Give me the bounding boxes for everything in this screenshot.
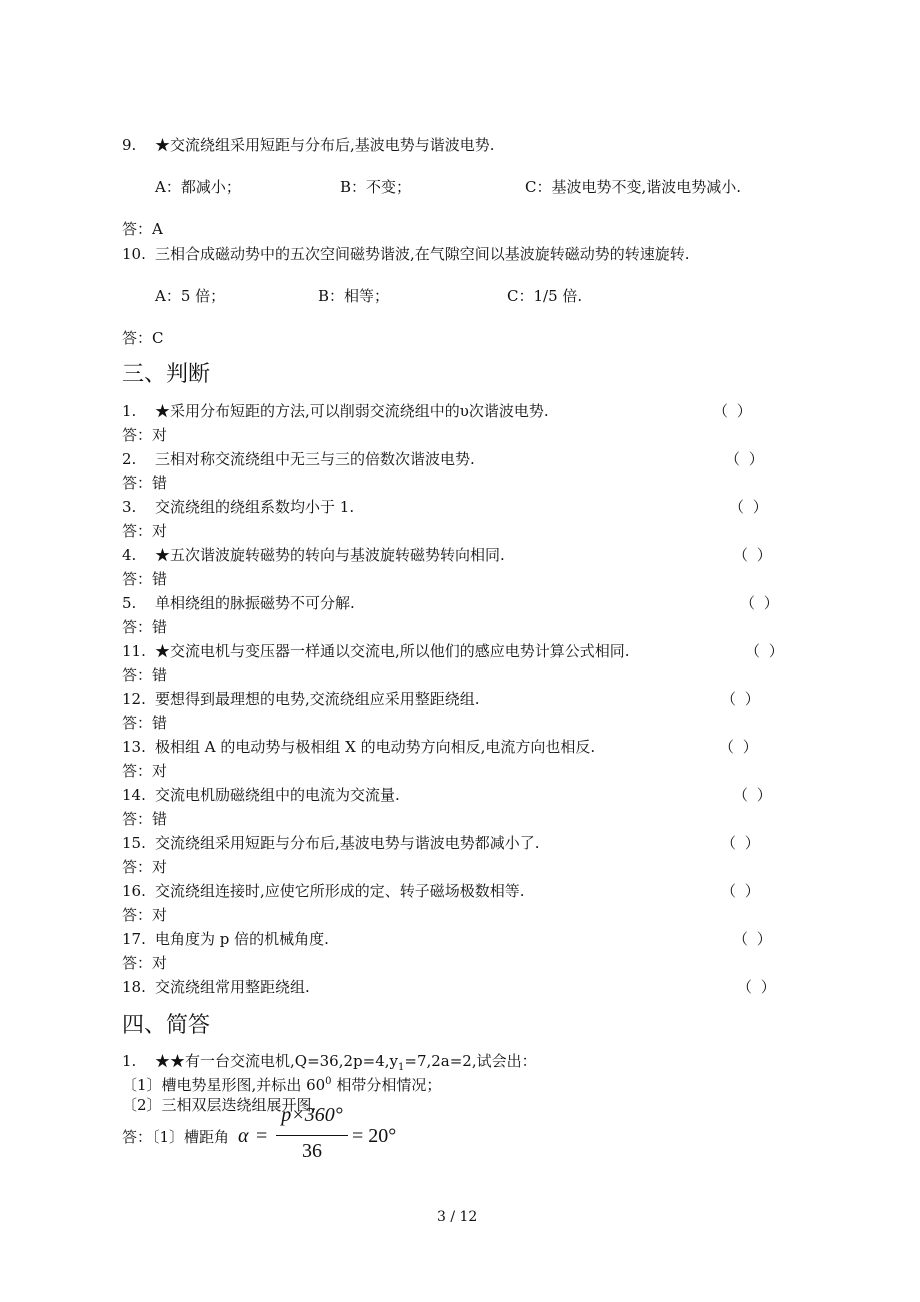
- item-text: 交流绕组连接时,应使它所形成的定、转子磁场极数相等.: [155, 882, 525, 900]
- answer-bracket: （ ）: [745, 642, 786, 660]
- item-text: 交流绕组采用短距与分布后,基波电势与谐波电势都减小了.: [155, 834, 540, 852]
- equals-sign: =: [256, 1125, 268, 1147]
- item-text: 交流绕组的绕组系数均小于 1.: [155, 498, 355, 516]
- option-c: C：基波电势不变,谐波电势减小.: [525, 178, 742, 196]
- item-answer: 答：错: [122, 714, 168, 732]
- answer: 答：A: [122, 220, 163, 238]
- answer-bracket: （ ）: [721, 690, 762, 708]
- item-answer: 答：对: [122, 522, 168, 540]
- answer-bracket: （ ）: [721, 834, 762, 852]
- item-number: 14.: [122, 786, 146, 804]
- option-b: B：不变；: [340, 178, 412, 196]
- answer: 答：C: [122, 329, 164, 347]
- item-answer: 答：错: [122, 666, 168, 684]
- option-a: A：都减小；: [155, 178, 241, 196]
- section-heading-judgment: 三、判断: [122, 362, 211, 387]
- option-c: C：1/5 倍.: [507, 287, 583, 305]
- item-answer: 答：对: [122, 762, 168, 780]
- item-text: 电角度为 p 倍的机械角度.: [155, 930, 329, 948]
- option-a: A：5 倍；: [155, 287, 226, 305]
- item-answer: 答：错: [122, 474, 168, 492]
- item-number: 4.: [122, 546, 137, 564]
- answer-bracket: （ ）: [725, 450, 766, 468]
- question-number: 1.: [122, 1052, 137, 1070]
- answer-prefix: 答：〔1〕槽距角: [122, 1128, 230, 1146]
- answer-bracket: （ ）: [721, 882, 762, 900]
- alpha-symbol: α: [238, 1125, 249, 1147]
- item-text: 单相绕组的脉振磁势不可分解.: [155, 594, 355, 612]
- fraction-numerator: [274, 1104, 350, 1127]
- question-text-part: =7,2a=2,试会出：: [404, 1052, 537, 1070]
- item-number: 3.: [122, 498, 137, 516]
- item-number: 1.: [122, 402, 137, 420]
- sub-question-1: [122, 1073, 441, 1094]
- answer-bracket: （ ）: [719, 738, 760, 756]
- question-number: 9.: [122, 136, 137, 154]
- item-text: 交流电机励磁绕组中的电流为交流量.: [155, 786, 400, 804]
- answer-bracket: （ ）: [713, 402, 754, 420]
- fraction-bar: [276, 1135, 348, 1136]
- item-answer: 答：对: [122, 906, 168, 924]
- item-number: 18.: [122, 978, 146, 996]
- item-answer: 答：对: [122, 858, 168, 876]
- item-number: 16.: [122, 882, 146, 900]
- question-text-part: ★★有一台交流电机,Q=36,2p=4,y: [155, 1052, 398, 1070]
- item-number: 13.: [122, 738, 146, 756]
- superscript: 0: [325, 1076, 332, 1087]
- item-text: 三相对称交流绕组中无三与三的倍数次谐波电势.: [155, 450, 475, 468]
- answer-bracket: （ ）: [733, 930, 774, 948]
- item-text: 极相组 A 的电动势与极相组 X 的电动势方向相反,电流方向也相反.: [155, 738, 596, 756]
- question-text: ★交流绕组采用短距与分布后,基波电势与谐波电势.: [155, 136, 495, 154]
- question-text: 三相合成磁动势中的五次空间磁势谐波,在气隙空间以基波旋转磁动势的转速旋转.: [155, 245, 690, 263]
- sub-question-2: 〔2〕三相双层迭绕组展开图.: [122, 1096, 317, 1114]
- answer-bracket: （ ）: [733, 786, 774, 804]
- numerator-text: p×360°: [281, 1104, 343, 1126]
- item-answer: 答：错: [122, 810, 168, 828]
- section-heading-short-answer: 四、简答: [122, 1013, 211, 1038]
- item-answer: 答：对: [122, 954, 168, 972]
- item-answer: 答：错: [122, 618, 168, 636]
- item-answer: 答：错: [122, 570, 168, 588]
- item-number: 11.: [122, 642, 146, 660]
- item-number: 5.: [122, 594, 137, 612]
- answer-bracket: （ ）: [729, 498, 770, 516]
- answer-bracket: （ ）: [740, 594, 781, 612]
- option-b: B：相等；: [318, 287, 390, 305]
- item-text: ★五次谐波旋转磁势的转向与基波旋转磁势转向相同.: [155, 546, 505, 564]
- item-text: ★采用分布短距的方法,可以削弱交流绕组中的υ次谐波电势.: [155, 402, 549, 420]
- answer-bracket: （ ）: [737, 978, 778, 996]
- formula-result: = 20°: [352, 1125, 397, 1147]
- item-text: 交流绕组常用整距绕组.: [155, 978, 310, 996]
- question-number: 10.: [122, 245, 146, 263]
- item-number: 17.: [122, 930, 146, 948]
- sub-question-text: 相带分相情况；: [331, 1076, 442, 1094]
- item-text: 要想得到最理想的电势,交流绕组应采用整距绕组.: [155, 690, 480, 708]
- answer-bracket: （ ）: [733, 546, 774, 564]
- sub-question-text: 〔1〕槽电势星形图,并标出 60: [122, 1076, 326, 1094]
- item-text: ★交流电机与变压器一样通以交流电,所以他们的感应电势计算公式相同.: [155, 642, 630, 660]
- item-number: 15.: [122, 834, 146, 852]
- page-number: 3 / 12: [437, 1209, 478, 1225]
- item-number: 2.: [122, 450, 137, 468]
- subscript: 1: [398, 1062, 405, 1073]
- fraction-denominator: 36: [302, 1140, 322, 1162]
- item-answer: 答：对: [122, 426, 168, 444]
- item-number: 12.: [122, 690, 146, 708]
